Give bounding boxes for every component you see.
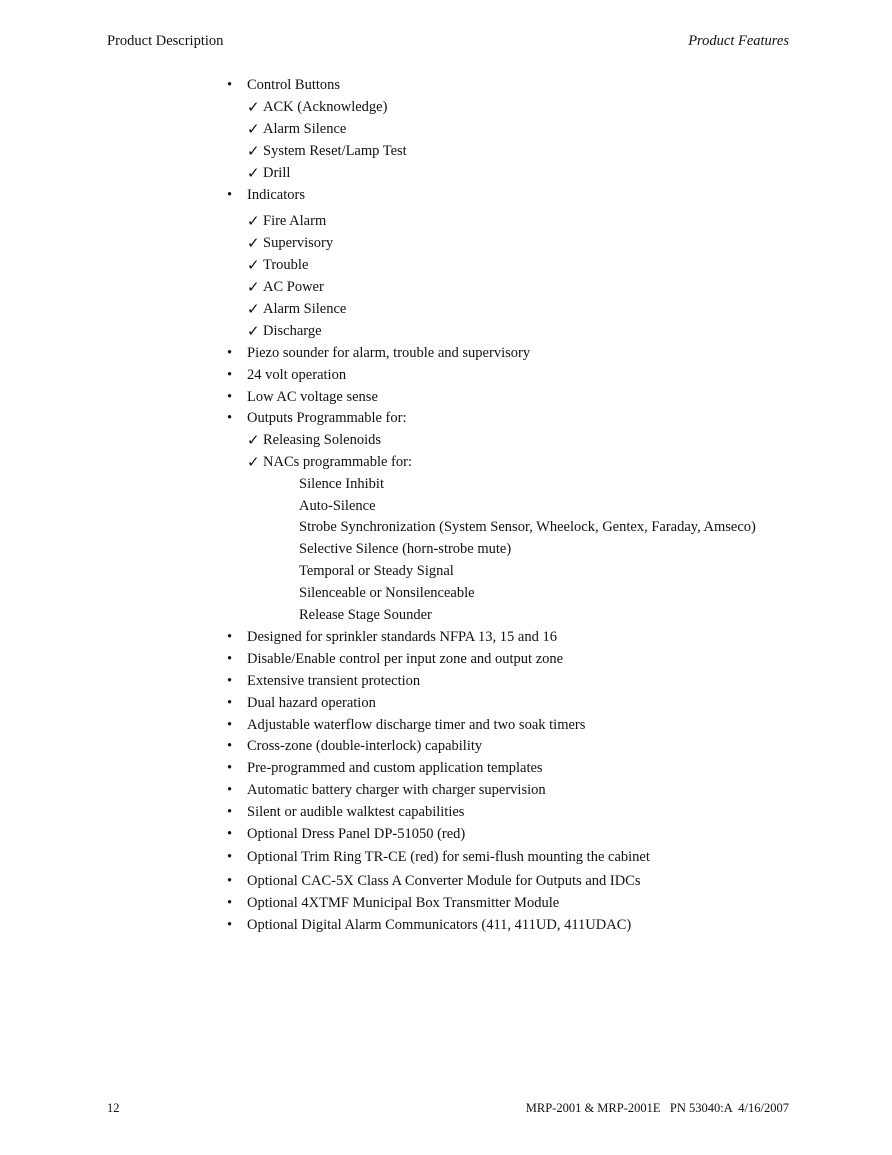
list-item [0,495,892,517]
list-item-text: Outputs Programmable for: [247,410,407,426]
nested-item-text: Selective Silence (horn-strobe mute) [299,541,512,557]
nested-item-text: Temporal or Steady Signal [299,563,454,579]
list-item [0,232,892,254]
sub-item-text: ACK (Acknowledge) [263,99,388,115]
list-item [0,386,892,408]
list-item-text: Extensive transient protection [247,673,421,689]
list-item-text: Cross-zone (double-interlock) capability [247,738,483,754]
list-item [0,96,892,118]
bullet-marker: • [227,895,233,911]
list-item-text: Optional Dress Panel DP-51050 (red) [247,826,466,842]
list-item [0,846,892,868]
bullet-marker: • [227,738,233,754]
checkmark-icon: ✓ [247,322,260,340]
list-item-text: Optional Trim Ring TR-CE (red) for semi-flush mounting the cabinet [247,849,650,865]
nested-item-text: Auto-Silence [299,498,376,514]
list-item-text: Automatic battery charger with charger supervision [247,782,546,798]
list-item [0,298,892,320]
list-item-text: Pre-programmed and custom application templates [247,760,543,776]
bullet-marker: • [227,873,233,889]
checkmark-icon: ✓ [247,212,260,230]
list-item [0,870,892,892]
list-item [0,626,892,648]
list-item-text: Silent or audible walktest capabilities [247,804,465,820]
list-item [0,473,892,495]
bullet-marker: • [227,673,233,689]
list-item [0,604,892,626]
checkmark-icon: ✓ [247,256,260,274]
list-item [0,714,892,736]
list-item [0,892,892,914]
list-item [0,429,892,451]
list-item [0,320,892,342]
sub-item-text: Drill [263,165,291,181]
checkmark-icon: ✓ [247,300,260,318]
list-item-text: Optional CAC-5X Class A Converter Module for Outputs and IDCs [247,873,641,889]
list-item [0,342,892,364]
list-item [0,538,892,560]
bullet-marker: • [227,367,233,383]
list-item-text: Dual hazard operation [247,695,376,711]
list-item [0,560,892,582]
bullet-marker: • [227,187,233,203]
list-item [0,210,892,232]
header-section-title: Product Description [107,33,224,49]
list-item [0,364,892,386]
bullet-marker: • [227,849,233,865]
checkmark-icon: ✓ [247,98,260,116]
list-item-text: Adjustable waterflow discharge timer and two soak timers [247,717,586,733]
sub-item-text: Alarm Silence [263,121,347,137]
bullet-marker: • [227,717,233,733]
list-item-text: Designed for sprinkler standards NFPA 13, 15 and 16 [247,629,557,645]
nested-item-text: Strobe Synchronization (System Sensor, Wheelock, Gentex, Faraday, Amseco) [299,519,756,535]
list-item-text: Optional 4XTMF Municipal Box Transmitter Module [247,895,560,911]
nested-item-text: Release Stage Sounder [299,607,432,623]
bullet-marker: • [227,629,233,645]
list-item [0,582,892,604]
list-item [0,140,892,162]
list-item [0,692,892,714]
nested-item-text: Silenceable or Nonsilenceable [299,585,475,601]
bullet-marker: • [227,804,233,820]
sub-item-text: NACs programmable for: [263,454,412,470]
bullet-marker: • [227,651,233,667]
sub-item-text: System Reset/Lamp Test [263,143,407,159]
checkmark-icon: ✓ [247,453,260,471]
list-item-text: Low AC voltage sense [247,389,378,405]
list-item [0,757,892,779]
list-item-text: Optional Digital Alarm Communicators (411, 411UD, 411UDAC) [247,917,632,933]
list-item [0,451,892,473]
bullet-marker: • [227,760,233,776]
bullet-marker: • [227,826,233,842]
list-item [0,184,892,206]
list-item [0,276,892,298]
list-item [0,516,892,538]
list-item-text: Control Buttons [247,77,341,93]
list-item [0,779,892,801]
bullet-marker: • [227,410,233,426]
sub-item-text: Alarm Silence [263,301,347,317]
list-item-text: Disable/Enable control per input zone and output zone [247,651,564,667]
header-chapter-title: Product Features [688,33,789,49]
list-item [0,914,892,936]
list-item [0,670,892,692]
sub-item-text: Supervisory [263,235,334,251]
list-item-text: Indicators [247,187,305,203]
list-item [0,735,892,757]
sub-item-text: Releasing Solenoids [263,432,382,448]
bullet-marker: • [227,695,233,711]
checkmark-icon: ✓ [247,278,260,296]
page-number: 12 [107,1101,120,1115]
bullet-marker: • [227,917,233,933]
list-item [0,823,892,845]
list-item-text: Piezo sounder for alarm, trouble and supervisory [247,345,531,361]
sub-item-text: Fire Alarm [263,213,327,229]
sub-item-text: Discharge [263,323,322,339]
list-item [0,801,892,823]
checkmark-icon: ✓ [247,142,260,160]
sub-item-text: AC Power [263,279,324,295]
list-item-text: 24 volt operation [247,367,347,383]
list-item [0,648,892,670]
bullet-marker: • [227,77,233,93]
bullet-marker: • [227,782,233,798]
checkmark-icon: ✓ [247,164,260,182]
checkmark-icon: ✓ [247,120,260,138]
list-item [0,407,892,429]
bullet-marker: • [227,345,233,361]
list-item [0,118,892,140]
sub-item-text: Trouble [263,257,309,273]
list-item [0,254,892,276]
list-item [0,162,892,184]
bullet-marker: • [227,389,233,405]
checkmark-icon: ✓ [247,431,260,449]
document-reference: MRP-2001 & MRP-2001E PN 53040:A 4/16/2007 [525,1101,789,1115]
list-item [0,74,892,96]
checkmark-icon: ✓ [247,234,260,252]
nested-item-text: Silence Inhibit [299,476,384,492]
